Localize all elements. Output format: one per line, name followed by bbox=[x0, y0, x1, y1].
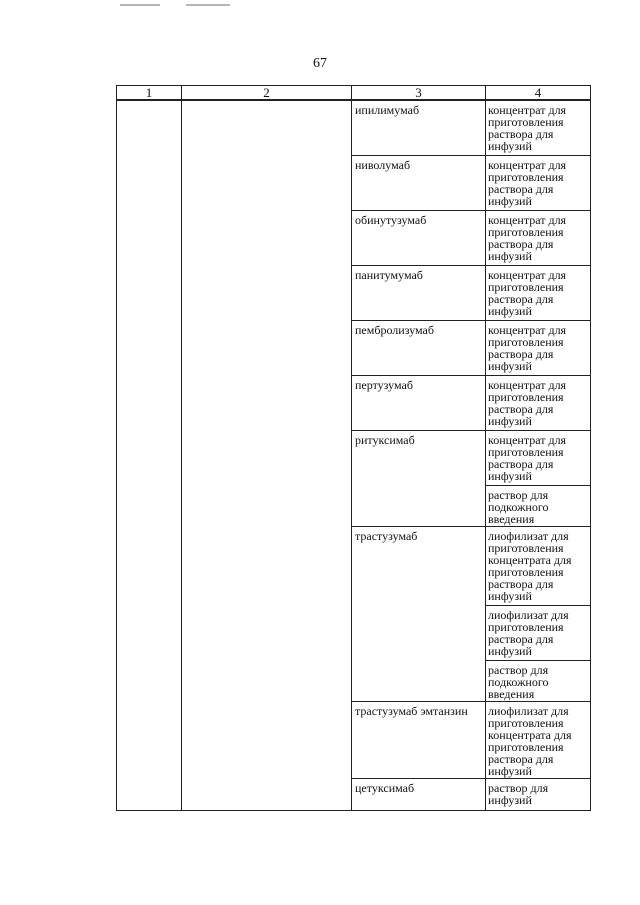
table-row bbox=[117, 100, 591, 156]
dosage-form: концентрат для приготовления раствора для инфузий bbox=[488, 323, 567, 373]
page-number: 67 bbox=[313, 56, 327, 71]
scan-artifact bbox=[186, 4, 230, 6]
dosage-form-cell bbox=[486, 779, 591, 811]
drug-name: ритуксимаб bbox=[352, 431, 486, 527]
drug-name: ипилимумаб bbox=[352, 100, 486, 156]
column-header: 4 bbox=[486, 86, 591, 101]
drug-name: ниволумаб bbox=[352, 156, 486, 211]
dosage-form-cell bbox=[486, 211, 591, 266]
dosage-form-cell bbox=[486, 100, 591, 156]
drug-name: цетуксимаб bbox=[352, 779, 486, 811]
dosage-form-cell bbox=[486, 266, 591, 321]
drug-name: обинутузумаб bbox=[352, 211, 486, 266]
column-2-cell bbox=[182, 100, 352, 811]
dosage-form-cell bbox=[486, 376, 591, 431]
dosage-form: раствор для подкожного введения bbox=[486, 660, 590, 700]
column-header: 1 bbox=[117, 86, 182, 101]
dosage-form-cell bbox=[486, 431, 591, 527]
dosage-form: раствор для инфузий bbox=[488, 781, 549, 807]
dosage-form: лиофилизат для приготовления раствора для инфузий bbox=[486, 605, 590, 657]
dosage-form: лиофилизат для приготовления концентрата для приготовления раствора для инфузий bbox=[488, 704, 572, 778]
column-1-cell bbox=[117, 100, 182, 811]
drug-name: трастузумаб эмтанзин bbox=[352, 702, 486, 779]
dosage-form: концентрат для приготовления раствора для инфузий bbox=[488, 103, 567, 153]
dosage-form: концентрат для приготовления раствора для инфузий bbox=[488, 433, 567, 483]
dosage-form: раствор для подкожного введения bbox=[486, 485, 590, 525]
scan-artifact bbox=[120, 4, 160, 6]
drug-name: панитумумаб bbox=[352, 266, 486, 321]
dosage-form-cell bbox=[486, 702, 591, 779]
dosage-form: концентрат для приготовления раствора для инфузий bbox=[488, 213, 567, 263]
drug-name: пертузумаб bbox=[352, 376, 486, 431]
table-header-row bbox=[117, 86, 591, 101]
column-header: 2 bbox=[182, 86, 352, 101]
dosage-form: концентрат для приготовления раствора для инфузий bbox=[488, 158, 567, 208]
drug-name: пембролизумаб bbox=[352, 321, 486, 376]
column-header: 3 bbox=[352, 86, 486, 101]
dosage-form-cell bbox=[486, 321, 591, 376]
dosage-form: лиофилизат для приготовления концентрата для приготовления раствора для инфузий bbox=[488, 529, 572, 603]
dosage-form-cell bbox=[486, 527, 591, 702]
dosage-form-cell bbox=[486, 156, 591, 211]
drug-name: трастузумаб bbox=[352, 527, 486, 702]
dosage-form: концентрат для приготовления раствора для инфузий bbox=[488, 378, 567, 428]
dosage-form: концентрат для приготовления раствора для инфузий bbox=[488, 268, 567, 318]
drug-table bbox=[116, 85, 591, 811]
